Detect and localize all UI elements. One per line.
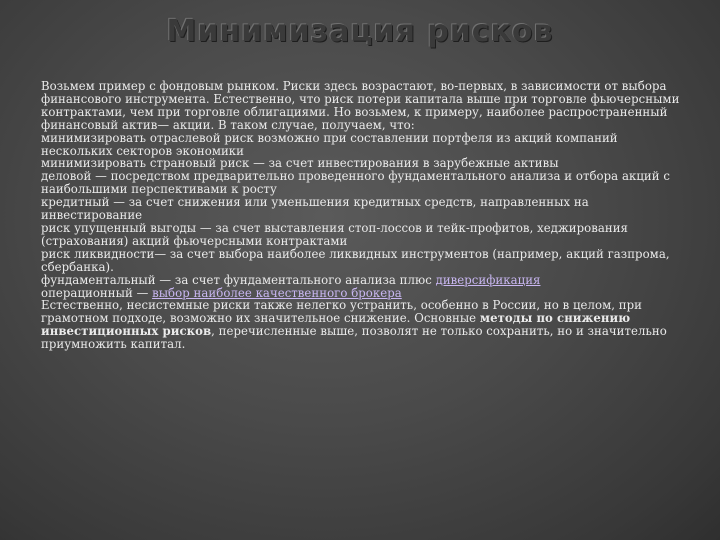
paragraph-liquidity-risk: риск ликвидности— за счет выбора наиболее ликвидных инструментов (например, акций газпрома, сбербанка). (41, 246, 670, 274)
fundamental-text: фундаментальный — за счет фундаментального анализа плюс (41, 272, 436, 287)
paragraph-credit-risk: кредитный — за счет снижения или уменьшения кредитных средств, направленных на инвестирование (41, 195, 589, 223)
conclusion-text-start: Естественно, несистемные риски также нелегко устранить, особенно в России, но в целом, при грамотном подходе, возможно их значительное снижение. Основные (41, 298, 642, 326)
conclusion-text-end: , перечисленные выше, позволят не только сохранить, но и значительно приумножить капитал. (41, 324, 667, 352)
slide-body (41, 80, 686, 351)
paragraph-country-risk: минимизировать страновый риск — за счет инвестирования в зарубежные активы (41, 156, 559, 171)
conclusion-bold-phrase: методы по снижению инвестиционных рисков (41, 311, 631, 339)
broker-link[interactable]: выбор наиболее качественного брокера (152, 285, 402, 300)
paragraph-lost-profit-risk: риск упущенный выгоды — за счет выставления стоп-лоссов и тейк-профитов, хеджирования (страхования) акций фьючерсными контрактами (41, 220, 628, 248)
paragraph-intro: Возьмем пример с фондовым рынком. Риски здесь возрастают, во-первых, в зависимости от выбора финансового инструмента. Естественно, что риск потери капитала выше при торговле фьючерсными контрактами, чем при торговле облигациями. Но возьмем, к примеру, наиболее распространенный финансовый актив— акции. В таком случае, получаем, что: (41, 79, 680, 132)
diversification-link[interactable]: диверсификация (435, 272, 541, 287)
slide-title: Минимизация рисков (166, 14, 554, 49)
paragraph-business-risk: деловой — посредством предварительно проведенного фундаментального анализа и отбора акций с наибольшими перспективами к росту (41, 169, 670, 197)
paragraph-conclusion (41, 299, 686, 351)
operational-text: операционный — (41, 285, 153, 300)
paragraph-industry-risk: минимизировать отраслевой риск возможно при составлении портфеля из акций компаний нескольких секторов экономики (41, 130, 618, 158)
